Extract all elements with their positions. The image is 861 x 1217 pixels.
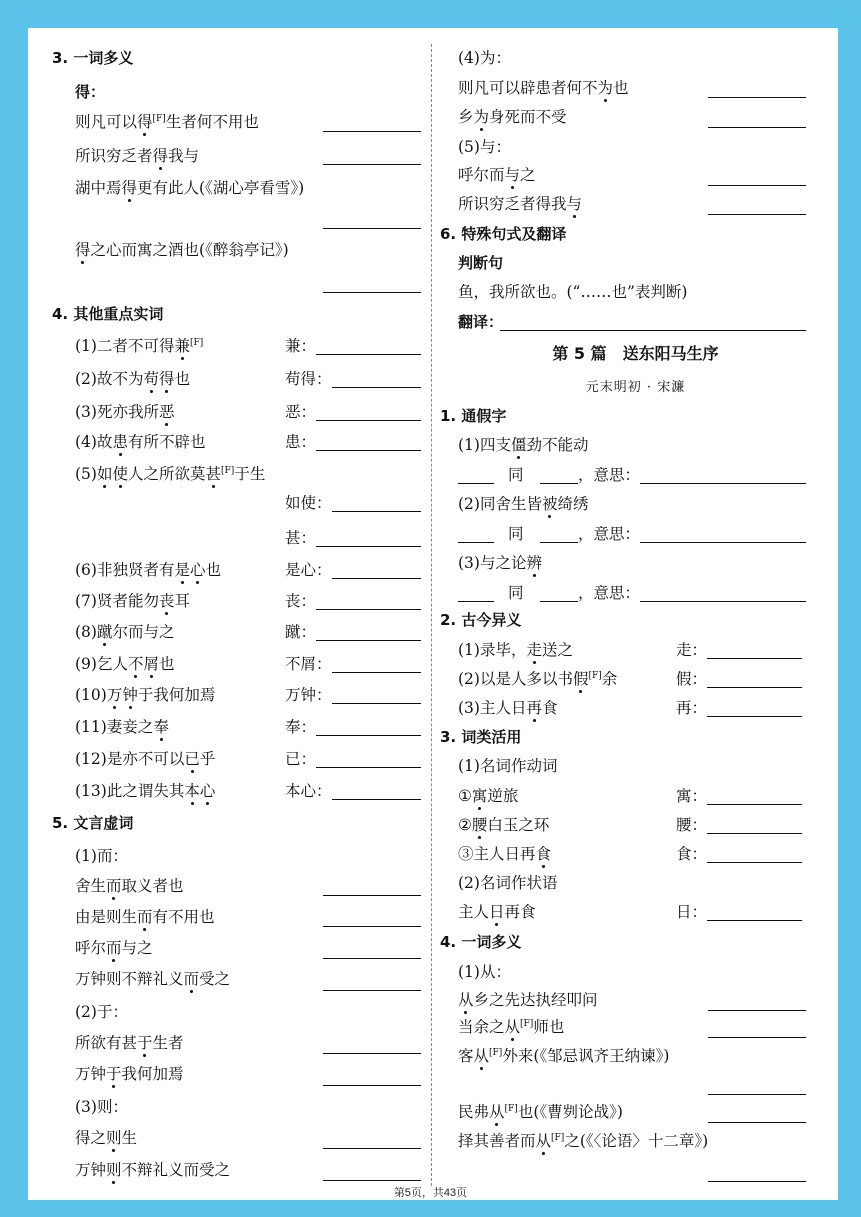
same-as-label: 同 xyxy=(508,525,524,543)
section-heading: 3. 词类活用 xyxy=(440,728,522,746)
section-heading: 3. 一词多义 xyxy=(52,49,134,67)
same-as-label: 同 xyxy=(508,466,524,484)
list-item: (9)乞人不屑也 xyxy=(75,655,175,673)
list-item: 当余之从[F]师也 xyxy=(458,1018,565,1036)
answer-blank[interactable] xyxy=(332,387,421,388)
answer-blank[interactable] xyxy=(323,1053,421,1054)
answer-blank[interactable] xyxy=(323,292,421,293)
answer-blank[interactable] xyxy=(316,767,421,768)
meaning-label: ，意思： xyxy=(578,525,641,543)
answer-blank[interactable] xyxy=(540,542,578,543)
list-item: 由是则生而有不用也 xyxy=(75,908,215,926)
answer-blank[interactable] xyxy=(708,97,806,98)
vocab-label: 奉： xyxy=(285,718,317,736)
vocab-label: 恶： xyxy=(285,403,317,421)
vocab-label: 如使： xyxy=(285,494,332,512)
answer-blank[interactable] xyxy=(640,542,806,543)
answer-blank[interactable] xyxy=(707,658,802,659)
vocab-label: 甚： xyxy=(285,529,317,547)
answer-blank[interactable] xyxy=(316,354,421,355)
vocab-label: 蹴： xyxy=(285,623,317,641)
list-item: 民弗从[F]也(《曹刿论战》) xyxy=(458,1103,623,1121)
section-heading: 2. 古今异义 xyxy=(440,611,522,629)
answer-blank[interactable] xyxy=(316,609,421,610)
list-item: 所识穷乏者得我与 xyxy=(458,195,583,213)
answer-blank[interactable] xyxy=(458,483,494,484)
list-item: 呼尔而与之 xyxy=(458,166,536,184)
list-item: 万钟于我何加焉 xyxy=(75,1065,184,1083)
chapter-title: 第 5 篇 送东阳马生序 xyxy=(552,344,719,363)
list-item: (2)以是人多以书假[F]余 xyxy=(458,670,618,688)
vocab-label: 本心： xyxy=(285,782,332,800)
answer-blank[interactable] xyxy=(708,1181,806,1182)
list-item: (2)同舍生皆被绮绣 xyxy=(458,495,589,513)
answer-blank[interactable] xyxy=(458,601,494,602)
answer-blank[interactable] xyxy=(708,214,806,215)
list-item: 从乡之先达执经叩问 xyxy=(458,991,598,1009)
section-heading: 4. 一词多义 xyxy=(440,933,522,951)
sentence: 鱼，我所欲也。(“……也”表判断) xyxy=(458,283,688,301)
answer-blank[interactable] xyxy=(640,601,806,602)
section-heading: 6. 特殊句式及翻译 xyxy=(440,225,567,243)
list-item: (3)与之论辨 xyxy=(458,554,542,572)
vocab-label: 患： xyxy=(285,433,317,451)
list-item: 万钟则不辩礼义而受之 xyxy=(75,1161,231,1179)
list-item: 择其善者而从[F]之(《〈论语〉十二章》) xyxy=(458,1132,709,1150)
vocab-label: 假： xyxy=(676,670,708,688)
vocab-label: 已： xyxy=(285,750,317,768)
vocab-label: 腰： xyxy=(676,816,708,834)
list-item: 则凡可以得[F]生者何不用也 xyxy=(75,113,259,131)
list-item: (3)死亦我所恶 xyxy=(75,403,175,421)
answer-blank[interactable] xyxy=(332,672,421,673)
answer-blank[interactable] xyxy=(708,1037,806,1038)
vocab-label: 寓： xyxy=(676,787,708,805)
answer-blank[interactable] xyxy=(323,228,421,229)
list-item: ①寓逆旅 xyxy=(458,787,519,805)
section-heading: 4. 其他重点实词 xyxy=(52,305,164,323)
answer-blank[interactable] xyxy=(323,1148,421,1149)
vocab-label: 兼： xyxy=(285,337,317,355)
vocab-label: 不屑： xyxy=(285,655,332,673)
worksheet-page xyxy=(28,28,838,1200)
list-item: 乡为身死而不受 xyxy=(458,108,567,126)
list-item: 客从[F]外来(《邹忌讽齐王纳谏》) xyxy=(458,1047,670,1065)
list-item: 得之则生 xyxy=(75,1129,138,1147)
list-item: (6)非独贤者有是心也 xyxy=(75,561,222,579)
list-item: ②腰白玉之环 xyxy=(458,816,550,834)
answer-blank[interactable] xyxy=(707,920,802,921)
answer-blank[interactable] xyxy=(708,1094,806,1095)
answer-blank[interactable] xyxy=(316,450,421,451)
list-item: 湖中焉得更有此人(《湖心亭看雪》) xyxy=(75,179,305,197)
answer-blank[interactable] xyxy=(540,601,578,602)
page-number: 第5页，共43页 xyxy=(393,1187,468,1199)
answer-blank[interactable] xyxy=(708,1010,806,1011)
answer-blank[interactable] xyxy=(316,735,421,736)
answer-blank[interactable] xyxy=(323,990,421,991)
translation-blank[interactable] xyxy=(500,330,806,331)
list-item: (1)四支僵劲不能动 xyxy=(458,436,589,454)
subheading: (2)于： xyxy=(75,1003,128,1021)
list-item: 呼尔而与之 xyxy=(75,939,153,957)
subheading: (3)则： xyxy=(75,1098,128,1116)
list-item: (8)蹴尔而与之 xyxy=(75,623,175,641)
answer-blank[interactable] xyxy=(540,483,578,484)
answer-blank[interactable] xyxy=(323,1085,421,1086)
answer-blank[interactable] xyxy=(708,127,806,128)
vocab-label: 是心： xyxy=(285,561,332,579)
list-item: ③主人日再食 xyxy=(458,845,552,863)
answer-blank[interactable] xyxy=(640,483,806,484)
answer-blank[interactable] xyxy=(323,1180,421,1181)
answer-blank[interactable] xyxy=(708,1122,806,1123)
list-item: (4)故患有所不辟也 xyxy=(75,433,206,451)
answer-blank[interactable] xyxy=(707,716,802,717)
answer-blank[interactable] xyxy=(707,804,802,805)
answer-blank[interactable] xyxy=(708,185,806,186)
answer-blank[interactable] xyxy=(316,420,421,421)
answer-blank[interactable] xyxy=(458,542,494,543)
answer-blank[interactable] xyxy=(332,578,421,579)
subheading: 得： xyxy=(75,83,106,101)
subheading: (2)名词作状语 xyxy=(458,874,558,892)
list-item: (1)录毕，走送之 xyxy=(458,641,573,659)
same-as-label: 同 xyxy=(508,584,524,602)
list-item: (3)主人日再食 xyxy=(458,699,558,717)
list-item: 万钟则不辩礼义而受之 xyxy=(75,970,231,988)
subheading: (1)名词作动词 xyxy=(458,757,558,775)
section-heading: 1. 通假字 xyxy=(440,407,507,425)
answer-blank[interactable] xyxy=(332,511,421,512)
chapter-author: 元末明初 · 宋濂 xyxy=(585,380,686,395)
list-item: 得之心而寓之酒也(《醉翁亭记》) xyxy=(75,241,289,259)
translate-label: 翻译： xyxy=(458,313,504,331)
list-item: (12)是亦不可以已乎 xyxy=(75,750,216,768)
list-item: (1)二者不可得兼[F] xyxy=(75,337,204,355)
answer-blank[interactable] xyxy=(323,958,421,959)
answer-blank[interactable] xyxy=(316,640,421,641)
answer-blank[interactable] xyxy=(323,926,421,927)
vocab-label: 再： xyxy=(676,699,708,717)
subheading: (1)从： xyxy=(458,963,511,981)
vocab-label: 丧： xyxy=(285,592,317,610)
subheading: 判断句 xyxy=(458,254,504,272)
answer-blank[interactable] xyxy=(332,799,421,800)
subheading: (5)与： xyxy=(458,138,511,156)
answer-blank[interactable] xyxy=(323,895,421,896)
meaning-label: ，意思： xyxy=(578,466,641,484)
section-heading: 5. 文言虚词 xyxy=(52,814,134,832)
vocab-label: 日： xyxy=(676,903,708,921)
list-item: 所识穷乏者得我与 xyxy=(75,147,200,165)
list-item: 主人日再食 xyxy=(458,903,536,921)
list-item: (2)故不为苟得也 xyxy=(75,370,191,388)
list-item: (7)贤者能勿丧耳 xyxy=(75,592,190,610)
subheading: (1)而： xyxy=(75,847,128,865)
list-item: (10)万钟于我何加焉 xyxy=(75,686,216,704)
list-item: 所欲有甚于生者 xyxy=(75,1034,184,1052)
answer-blank[interactable] xyxy=(707,833,802,834)
answer-blank[interactable] xyxy=(323,164,421,165)
answer-blank[interactable] xyxy=(332,703,421,704)
meaning-label: ，意思： xyxy=(578,584,641,602)
vocab-label: 万钟： xyxy=(285,686,332,704)
list-item: (5)如使人之所欲莫甚[F]于生 xyxy=(75,465,266,483)
vocab-label: 食： xyxy=(676,845,708,863)
answer-blank[interactable] xyxy=(707,862,802,863)
answer-blank[interactable] xyxy=(323,131,421,132)
list-item: 舍生而取义者也 xyxy=(75,877,184,895)
list-item: (13)此之谓失其本心 xyxy=(75,782,216,800)
answer-blank[interactable] xyxy=(316,546,421,547)
answer-blank[interactable] xyxy=(707,687,802,688)
column-divider xyxy=(431,44,432,1186)
subheading: (4)为： xyxy=(458,49,511,67)
list-item: (11)妻妾之奉 xyxy=(75,718,169,736)
vocab-label: 走： xyxy=(676,641,708,659)
vocab-label: 苟得： xyxy=(285,370,332,388)
list-item: 则凡可以辟患者何不为也 xyxy=(458,79,629,97)
